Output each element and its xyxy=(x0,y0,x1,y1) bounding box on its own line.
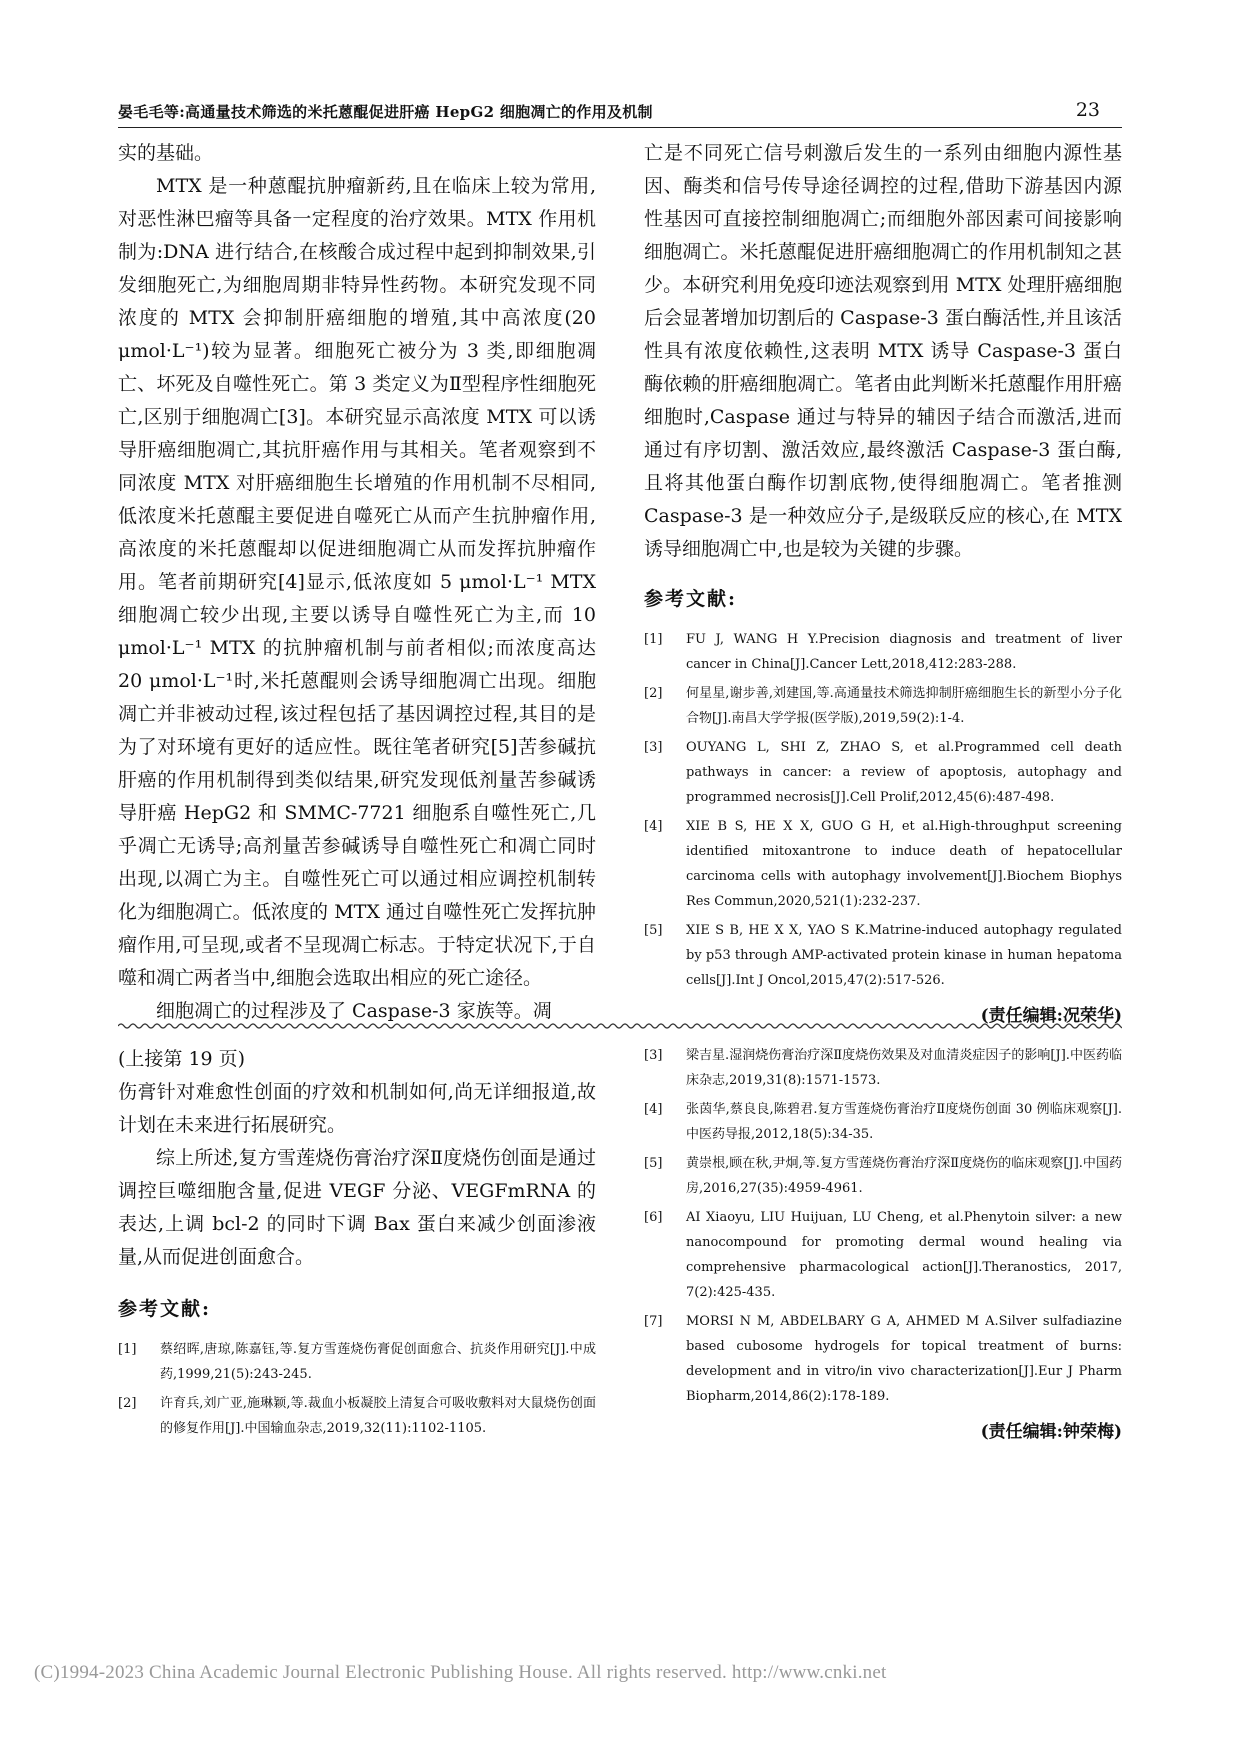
page-number: 23 xyxy=(1075,99,1100,121)
reference-text: XIE B S, HE X X, GUO G H, et al.High-throughput screening identified mitoxantrone to induce death of hepatocellular carcinoma cells with autophagy involvement[J].Biochem Biophys Res Commun,2020,521(1):232-237. xyxy=(686,819,1122,909)
reference-item xyxy=(644,627,1122,677)
reference-text: XIE S B, HE X X, YAO S K.Matrine-induced autophagy regulated by p53 through AMP-activated protein kinase in human hepatoma cells[J].Int J Oncol,2015,47(2):517-526. xyxy=(686,923,1122,988)
reference-number: [3] xyxy=(644,1048,663,1063)
reference-text: 蔡绍晖,唐琼,陈嘉钰,等.复方雪莲烧伤膏促创面愈合、抗炎作用研究[J].中成药,1999,21(5):243-245. xyxy=(160,1342,596,1382)
reference-number: [4] xyxy=(644,1102,663,1117)
references-heading: 参考文献: xyxy=(644,588,738,610)
reference-number: [6] xyxy=(644,1210,663,1225)
reference-item xyxy=(118,1337,596,1387)
reference-text: OUYANG L, SHI Z, ZHAO S, et al.Programmed cell death pathways in cancer: a review of apoptosis, autophagy and programmed necrosis[J].Cell Prolif,2012,45(6):487-498. xyxy=(686,740,1122,805)
paragraph: MTX 是一种蒽醌抗肿瘤新药,且在临床上较为常用,对恶性淋巴瘤等具备一定程度的治疗效果。MTX 作用机制为:DNA 进行结合,在核酸合成过程中起到抑制效果,引发细胞死亡,为细胞周期非特异性药物。本研究发现不同浓度的 MTX 会抑制肝癌细胞的增殖,其中高浓度(20 μmol·L⁻¹)较为显著。细胞死亡被分为 3 类,即细胞凋亡、坏死及自噬性死亡。第 3 类定义为Ⅱ型程序性细胞死亡,区别于细胞凋亡[3]。本研究显示高浓度 MTX 可以诱导肝癌细胞凋亡,其抗肝癌作用与其相关。笔者观察到不同浓度 MTX 对肝癌细胞生长增殖的作用机制不尽相同,低浓度米托蒽醌主要促进自噬死亡从而产生抗肿瘤作用,高浓度的米托蒽醌却以促进细胞凋亡从而发挥抗肿瘤作用。笔者前期研究[4]显示,低浓度如 5 μmol·L⁻¹ MTX 细胞凋亡较少出现,主要以诱导自噬性死亡为主,而 10 μmol·L⁻¹ MTX 的抗肿瘤机制与前者相似;而浓度高达 20 μmol·L⁻¹时,米托蒽醌则会诱导细胞凋亡出现。细胞凋亡并非被动过程,该过程包括了基因调控过程,其目的是为了对环境有更好的适应性。既往笔者研究[5]苦参碱抗肝癌的作用机制得到类似结果,研究发现低剂量苦参碱诱导肝癌 HepG2 和 SMMC-7721 细胞系自噬性死亡,几乎凋亡无诱导;高剂量苦参碱诱导自噬性死亡和凋亡同时出现,以凋亡为主。自噬性死亡可以通过相应调控机制转化为细胞凋亡。低浓度的 MTX 通过自噬性死亡发挥抗肿瘤作用,可呈现,或者不呈现凋亡标志。于特定状况下,于自噬和凋亡两者当中,细胞会选取出相应的死亡途径。 xyxy=(118,175,596,989)
reference-text: AI Xiaoyu, LIU Huijuan, LU Cheng, et al.Phenytoin silver: a new nanocompound for promoting dermal wound healing via comprehensive pharmacological action[J].Theranostics, 2017, 7(2):425-435. xyxy=(686,1210,1122,1300)
reference-text: 张茵华,蔡良良,陈碧君.复方雪莲烧伤膏治疗Ⅱ度烧伤创面 30 例临床观察[J].中医药导报,2012,18(5):34-35. xyxy=(686,1102,1122,1142)
reference-text: 黄崇根,顾在秋,尹炯,等.复方雪莲烧伤膏治疗深Ⅱ度烧伤的临床观察[J].中国药房,2016,27(35):4959-4961. xyxy=(686,1156,1122,1196)
reference-number: [3] xyxy=(644,740,663,755)
paragraph: 亡是不同死亡信号刺激后发生的一系列由细胞内源性基因、酶类和信号传导途径调控的过程,借助下游基因内源性基因可直接控制细胞凋亡;而细胞外部因素可间接影响细胞凋亡。米托蒽醌促进肝癌细胞凋亡的作用机制知之甚少。本研究利用免疫印迹法观察到用 MTX 处理肝癌细胞后会显著增加切割后的 Caspase-3 蛋白酶活性,并且该活性具有浓度依赖性,这表明 MTX 诱导 Caspase-3 蛋白酶依赖的肝癌细胞凋亡。笔者由此判断米托蒽醌作用肝癌细胞时,Caspase 通过与特异的辅因子结合而激活,进而通过有序切割、激活效应,最终激活 Caspase-3 蛋白酶,且将其他蛋白酶作切割底物,使得细胞凋亡。笔者推测 Caspase-3 是一种效应分子,是级联反应的核心,在 MTX 诱导细胞凋亡中,也是较为关键的步骤。 xyxy=(644,142,1122,560)
reference-item xyxy=(644,1151,1122,1201)
top-left-column xyxy=(118,137,596,1028)
wavy-separator xyxy=(118,1022,1122,1030)
reference-list xyxy=(118,1337,596,1441)
reference-item xyxy=(644,814,1122,914)
references-heading: 参考文献: xyxy=(118,1298,212,1320)
reference-item xyxy=(118,1391,596,1441)
reference-item xyxy=(644,918,1122,993)
reference-text: 梁吉星.湿润烧伤膏治疗深Ⅱ度烧伤效果及对血清炎症因子的影响[J].中医药临床杂志,2019,31(8):1571-1573. xyxy=(686,1048,1122,1088)
bottom-left-column xyxy=(118,1043,596,1445)
reference-number: [5] xyxy=(644,923,663,938)
reference-number: [2] xyxy=(118,1396,137,1411)
reference-number: [2] xyxy=(644,686,663,701)
reference-item xyxy=(644,735,1122,810)
reference-text: FU J, WANG H Y.Precision diagnosis and treatment of liver cancer in China[J].Cancer Lett,2018,412:283-288. xyxy=(686,632,1122,672)
top-right-column xyxy=(644,137,1122,1026)
paragraph: 综上所述,复方雪莲烧伤膏治疗深Ⅱ度烧伤创面是通过调控巨噬细胞含量,促进 VEGF 分泌、VEGFmRNA 的表达,上调 bcl-2 的同时下调 Bax 蛋白来减少创面渗液量,从而促进创面愈合。 xyxy=(118,1147,596,1268)
reference-number: [5] xyxy=(644,1156,663,1171)
continued-note: (上接第 19 页) xyxy=(118,1048,246,1070)
reference-number: [1] xyxy=(118,1342,137,1357)
bottom-right-column xyxy=(644,1043,1122,1442)
reference-number: [7] xyxy=(644,1314,663,1329)
reference-number: [1] xyxy=(644,632,663,647)
paragraph: 细胞凋亡的过程涉及了 Caspase-3 家族等。凋 xyxy=(156,1000,552,1022)
reference-item xyxy=(644,1309,1122,1409)
reference-text: 何星星,谢步善,刘建国,等.高通量技术筛选抑制肝癌细胞生长的新型小分子化合物[J].南昌大学学报(医学版),2019,59(2):1-4. xyxy=(686,686,1122,726)
paragraph: 伤膏针对难愈性创面的疗效和机制如何,尚无详细报道,故计划在未来进行拓展研究。 xyxy=(118,1081,596,1136)
reference-item xyxy=(644,1043,1122,1093)
reference-list xyxy=(644,627,1122,993)
reference-item xyxy=(644,681,1122,731)
reference-item xyxy=(644,1205,1122,1305)
paragraph: 实的基础。 xyxy=(118,142,214,164)
header-rule xyxy=(118,127,1122,128)
reference-number: [4] xyxy=(644,819,663,834)
reference-text: 许育兵,刘广亚,施琳颖,等.裁血小板凝胶上清复合可吸收敷料对大鼠烧伤创面的修复作用[J].中国输血杂志,2019,32(11):1102-1105. xyxy=(160,1396,596,1436)
running-title: 晏毛毛等:高通量技术筛选的米托蒽醌促进肝癌 HepG2 细胞凋亡的作用及机制 xyxy=(118,103,653,121)
responsible-editor: (责任编辑:况荣华) xyxy=(980,1006,1122,1026)
copyright-footer: (C)1994-2023 China Academic Journal Electronic Publishing House. All rights reserved. http://www.cnki.net xyxy=(34,1662,887,1683)
responsible-editor: (责任编辑:钟荣梅) xyxy=(980,1422,1122,1442)
reference-text: MORSI N M, ABDELBARY G A, AHMED M A.Silver sulfadiazine based cubosome hydrogels for topical treatment of burns: development and in vitro/in vivo characterization[J].Eur J Pharm Biopharm,2014,86(2):178-189. xyxy=(686,1314,1122,1404)
reference-item xyxy=(644,1097,1122,1147)
reference-list xyxy=(644,1043,1122,1409)
